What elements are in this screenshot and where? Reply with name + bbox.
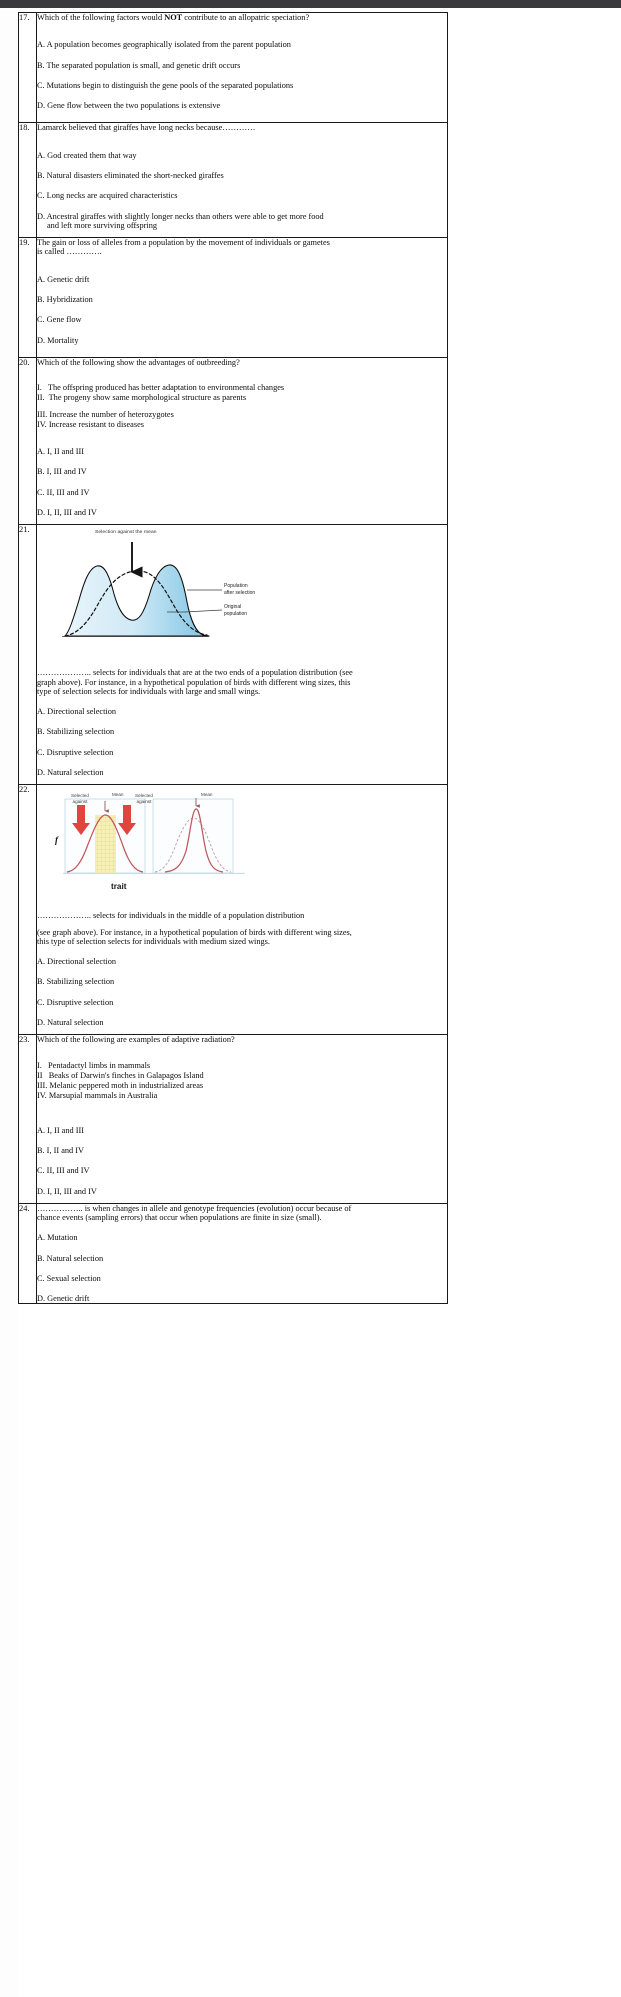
legend-original-line-2: population	[224, 610, 248, 617]
spacer	[37, 429, 447, 447]
questions-table	[18, 12, 448, 1304]
figure-title: Selection against the mean	[95, 530, 157, 536]
spacer	[37, 656, 447, 668]
roman-list-group-2	[37, 410, 447, 430]
spacer	[37, 899, 447, 911]
table-row	[19, 13, 448, 123]
question-stem-line-2: (see graph above). For instance, in a hypothetical population of birds with different wing sizes,	[37, 927, 352, 937]
question-stem: Which of the following are examples of adaptive radiation?	[37, 1035, 235, 1045]
option-d[interactable]: D. I, II, III and IV	[37, 1186, 97, 1196]
legend-population-after-selection	[224, 583, 255, 596]
question-body-17	[37, 13, 448, 123]
question-stem-line-3: this type of selection selects for individuals with medium sized wings.	[37, 936, 270, 946]
roman-item-ii: II. The progeny show same morphological structure as parents	[37, 393, 247, 403]
option-c[interactable]: C. Sexual selection	[37, 1273, 101, 1283]
spacer	[37, 1196, 447, 1203]
question-stem: Which of the following show the advantages of outbreeding?	[37, 357, 240, 367]
option-d[interactable]: D. Mortality	[37, 335, 79, 345]
option-d[interactable]: D. Natural selection	[37, 768, 104, 777]
x-axis-label: trait	[111, 882, 127, 892]
question-stem-line-1: ……………….. selects for individuals that are at the two ends of a population distribution (see	[37, 668, 353, 678]
selected-against-left-line-1: Selected	[71, 793, 89, 799]
y-axis-label: f	[55, 835, 58, 846]
label-selected-against-right	[135, 793, 153, 804]
stem-part-2: contribute to an allopatric speciation?	[182, 13, 310, 22]
selected-against-right-line-1: Selected	[135, 793, 153, 799]
option-d[interactable]: D. Genetic drift	[37, 1294, 90, 1304]
stabilizing-selection-svg	[49, 789, 264, 899]
spacer	[37, 1119, 447, 1126]
question-body-20	[37, 357, 448, 525]
question-number: 24.	[19, 1203, 37, 1304]
option-d[interactable]: D. Gene flow between the two populations is extensive	[37, 101, 221, 111]
selected-against-left-line-2: against	[72, 799, 88, 805]
question-body-23	[37, 1035, 448, 1204]
option-c[interactable]: C. II, III and IV	[37, 1166, 90, 1176]
question-number: 22.	[19, 785, 37, 1035]
option-c[interactable]: C. Disruptive selection	[37, 747, 114, 757]
question-stem	[37, 13, 447, 22]
option-d[interactable]: D. I, II, III and IV	[37, 508, 97, 518]
spacer	[37, 403, 447, 410]
question-stem: Lamarck believed that giraffes have long necks because…………	[37, 123, 256, 133]
label-selected-against-left	[71, 793, 89, 804]
table-row	[19, 1035, 448, 1204]
option-a[interactable]: A. I, II and III	[37, 1125, 84, 1135]
spacer	[37, 22, 447, 40]
question-number: 21.	[19, 525, 37, 785]
option-b[interactable]: B. Natural selection	[37, 1253, 104, 1263]
roman-item-iv: IV. Marsupial mammals in Australia	[37, 1091, 158, 1101]
roman-item-iii: III. Melanic peppered moth in industrialized areas	[37, 1081, 204, 1091]
label-mean-left: Mean	[112, 792, 124, 798]
option-b[interactable]: B. Stabilizing selection	[37, 727, 115, 737]
option-c[interactable]: C. Gene flow	[37, 315, 82, 325]
option-c[interactable]: C. Mutations begin to distinguish the gene pools of the separated populations	[37, 80, 294, 90]
question-body-19	[37, 238, 448, 358]
roman-item-ii: II Beaks of Darwin's finches in Galapagos Island	[37, 1070, 204, 1080]
spacer	[37, 921, 447, 928]
label-mean-right: Mean	[201, 792, 213, 798]
option-b[interactable]: B. Stabilizing selection	[37, 977, 115, 987]
table-row	[19, 238, 448, 358]
stem-emphasis-not: NOT	[164, 13, 183, 22]
question-body-21	[37, 525, 448, 785]
question-stem-line-2: is called ………….	[37, 247, 102, 257]
spacer	[37, 1101, 447, 1119]
option-b[interactable]: B. I, II and IV	[37, 1145, 85, 1155]
option-a[interactable]: A. God created them that way	[37, 150, 137, 160]
table-row	[19, 525, 448, 785]
option-d-line-2: and left more surviving offspring	[47, 220, 157, 230]
option-d[interactable]: D. Natural selection	[37, 1017, 104, 1027]
option-d[interactable]	[37, 212, 447, 231]
option-d-line-1: D. Ancestral giraffes with slightly longer necks than others were able to get more food	[37, 211, 324, 221]
legend-after-line-2: after selection	[224, 589, 256, 596]
option-a[interactable]: A. A population becomes geographically isolated from the parent population	[37, 40, 291, 50]
option-c[interactable]: C. Disruptive selection	[37, 997, 114, 1007]
option-c[interactable]: C. Long necks are acquired characteristics	[37, 191, 178, 201]
question-stem-line-2: graph above). For instance, in a hypothetical population of birds with different wing sizes, this	[37, 677, 351, 687]
roman-item-iv: IV. Increase resistant to diseases	[37, 419, 144, 429]
option-a[interactable]: A. Directional selection	[37, 707, 117, 717]
question-number: 19.	[19, 238, 37, 358]
question-number: 23.	[19, 1035, 37, 1204]
question-stem-line-1: ……………….. selects for individuals in the middle of a population distribution	[37, 911, 305, 921]
scan-edge-band	[0, 0, 621, 8]
legend-after-line-1: Population	[224, 583, 248, 590]
legend-original-line-1: Original	[224, 604, 242, 611]
spacer	[37, 345, 447, 357]
question-number: 20.	[19, 357, 37, 525]
option-b[interactable]: B. I, III and IV	[37, 467, 87, 477]
option-a[interactable]: A. Directional selection	[37, 957, 117, 967]
table-row	[19, 123, 448, 238]
spacer	[37, 257, 447, 275]
spacer	[37, 230, 447, 237]
page-left-margin	[0, 11, 18, 1997]
question-body-24	[37, 1203, 448, 1304]
spacer	[37, 777, 447, 784]
question-stem-line-3: type of selection selects for individuals with large and small wings.	[37, 686, 261, 696]
spacer	[37, 110, 447, 122]
spacer	[37, 517, 447, 524]
option-b[interactable]: B. The separated population is small, and genetic drift occurs	[37, 60, 241, 70]
spacer	[37, 133, 447, 140]
question-number: 18.	[19, 123, 37, 238]
table-row	[19, 357, 448, 525]
selected-against-right-line-2: against	[136, 799, 152, 805]
option-c[interactable]: C. II, III and IV	[37, 487, 90, 497]
option-a[interactable]: A. Genetic drift	[37, 274, 90, 284]
figure-stabilizing-selection-chart	[49, 789, 264, 899]
option-b[interactable]: B. Hybridization	[37, 294, 93, 304]
table-row	[19, 1203, 448, 1304]
question-stem-line-2: chance events (sampling errors) that occur when populations are finite in size (small).	[37, 1213, 322, 1223]
question-number: 17.	[19, 13, 37, 123]
question-body-22	[37, 785, 448, 1035]
roman-list-group-1	[37, 383, 447, 403]
figure-disruptive-selection-chart	[51, 528, 286, 656]
table-row	[19, 785, 448, 1035]
roman-item-i: I. Pentadactyl limbs in mammals	[37, 1060, 151, 1070]
roman-list	[37, 1061, 447, 1101]
stem-part-1: Which of the following factors would	[37, 13, 165, 22]
question-stem-line-1: The gain or loss of alleles from a population by the movement of individuals or gametes	[37, 238, 330, 248]
roman-item-iii: III. Increase the number of heterozygotes	[37, 409, 174, 419]
question-stem-line-1: …………….. is when changes in allele and genotype frequencies (evolution) occur because of	[37, 1203, 352, 1213]
option-b[interactable]: B. Natural disasters eliminated the short-necked giraffes	[37, 170, 224, 180]
page-right-margin	[447, 11, 621, 1997]
spacer	[37, 1027, 447, 1034]
roman-item-i: I. The offspring produced has better adaptation to environmental changes	[37, 383, 285, 393]
legend-original-population	[224, 604, 247, 617]
option-a[interactable]: A. I, II and III	[37, 447, 84, 457]
option-a[interactable]: A. Mutation	[37, 1233, 78, 1243]
question-body-18	[37, 123, 448, 238]
